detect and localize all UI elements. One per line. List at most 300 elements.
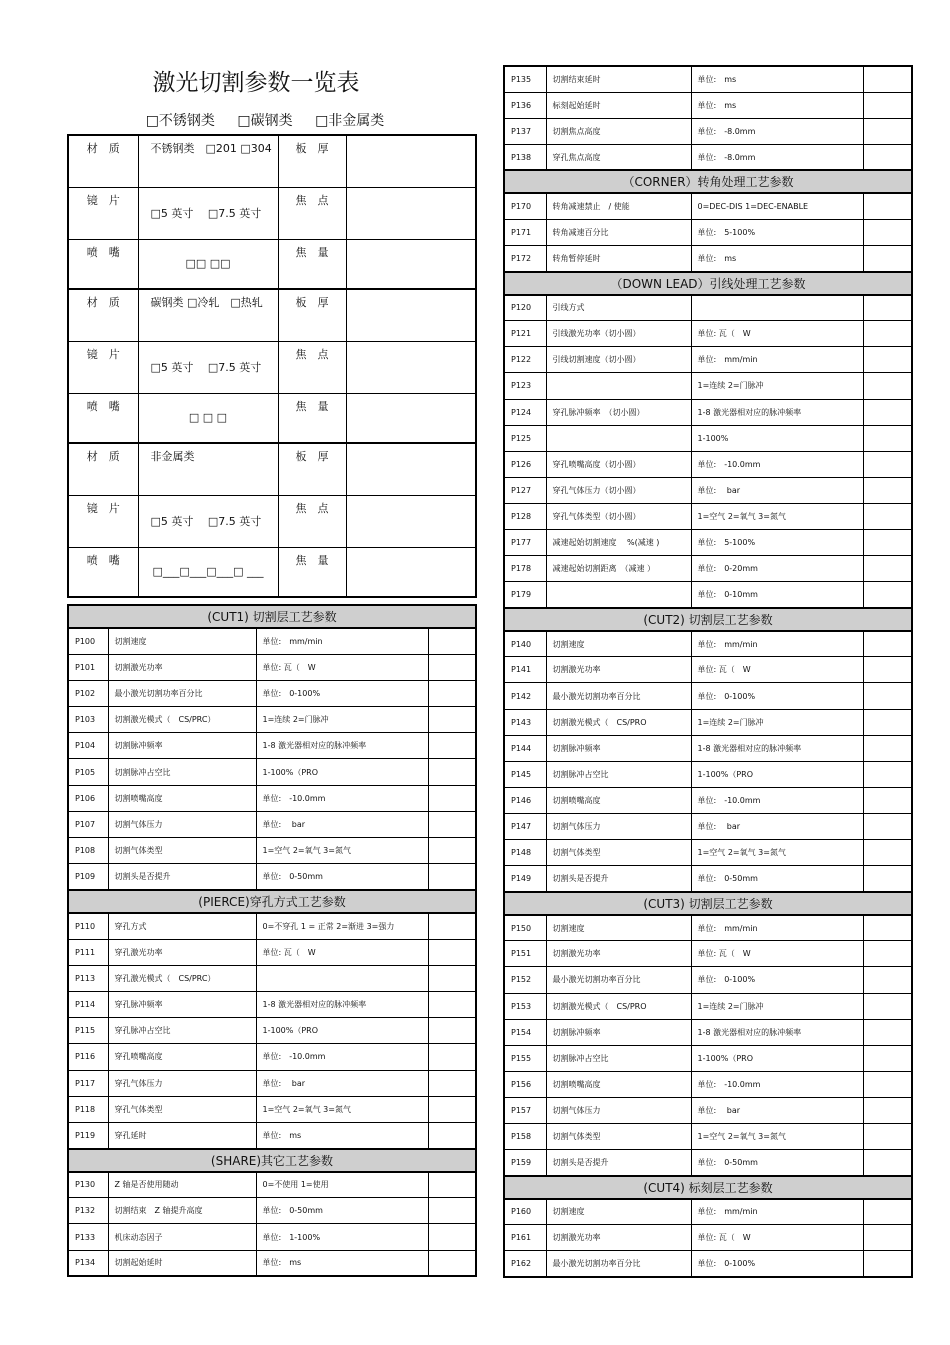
material-input[interactable]	[346, 393, 476, 443]
param-name: 切割速度	[546, 631, 691, 657]
param-row	[68, 1122, 476, 1148]
param-code: P147	[504, 813, 546, 839]
param-name: 最小激光切割功率百分比	[546, 683, 691, 709]
material-input[interactable]	[346, 239, 476, 289]
param-code: P137	[504, 118, 546, 144]
param-name: 转角减速百分比	[546, 219, 691, 245]
param-name: 穿孔延时	[108, 1122, 256, 1148]
param-row	[504, 295, 912, 321]
param-value-input[interactable]	[428, 628, 476, 654]
param-row	[504, 1225, 912, 1251]
param-row	[68, 864, 476, 890]
param-unit: 单位: -10.0mm	[691, 1071, 863, 1097]
param-name: 切割头是否提升	[546, 866, 691, 892]
param-value-input[interactable]	[863, 1019, 912, 1045]
param-row	[504, 915, 912, 941]
param-name: 切割速度	[546, 915, 691, 941]
material-input[interactable]	[346, 187, 476, 239]
param-unit: 单位: bar	[256, 811, 428, 837]
material-label: 镜 片	[68, 495, 138, 547]
param-unit: 1-100%（PRO	[691, 1045, 863, 1071]
param-name: 切割喷嘴高度	[546, 787, 691, 813]
param-code: P156	[504, 1071, 546, 1097]
param-value-input[interactable]	[428, 680, 476, 706]
section-header	[68, 605, 476, 628]
param-value-input[interactable]	[863, 477, 912, 503]
material-label2: 焦 点	[278, 341, 346, 393]
param-row	[504, 144, 912, 170]
param-row	[68, 680, 476, 706]
material-value[interactable]: □5 英寸 □7.5 英寸	[138, 341, 278, 393]
param-unit: 单位: bar	[691, 477, 863, 503]
param-name: 切割激光功率	[546, 657, 691, 683]
material-label: 材 质	[68, 443, 138, 495]
param-unit: 单位: 0-50mm	[256, 1198, 428, 1224]
param-value-input[interactable]	[863, 503, 912, 529]
param-row	[504, 657, 912, 683]
param-row	[504, 477, 912, 503]
param-value-input[interactable]	[863, 1045, 912, 1071]
param-name: 穿孔气体类型（切小圆）	[546, 503, 691, 529]
material-input[interactable]	[346, 341, 476, 393]
param-value-input[interactable]	[428, 1224, 476, 1250]
param-value-input[interactable]	[863, 347, 912, 373]
param-value-input[interactable]	[428, 913, 476, 939]
param-name: 机床动态因子	[108, 1224, 256, 1250]
material-checkboxes	[0, 110, 530, 130]
material-value[interactable]: □___□___□___□ ___	[138, 547, 278, 597]
param-row	[504, 451, 912, 477]
param-name: 转角减速禁止 / 使能	[546, 193, 691, 219]
param-value-input[interactable]	[863, 993, 912, 1019]
param-unit: 单位: 瓦（ W	[256, 939, 428, 965]
param-row	[504, 1045, 912, 1071]
section-title: (CUT3) 切割层工艺参数	[504, 892, 912, 915]
param-unit: 1=空气 2=氧气 3=氮气	[691, 1123, 863, 1149]
section-title: (CUT1) 切割层工艺参数	[68, 605, 476, 628]
param-code: P141	[504, 657, 546, 683]
param-value-input[interactable]	[428, 707, 476, 733]
param-unit: 单位: bar	[256, 1070, 428, 1096]
param-value-input[interactable]	[863, 582, 912, 608]
material-value[interactable]: □□ □□	[138, 239, 278, 289]
param-name: 穿孔喷嘴高度	[108, 1044, 256, 1070]
param-name: 引线方式	[546, 295, 691, 321]
param-row	[504, 66, 912, 92]
param-value-input[interactable]	[863, 787, 912, 813]
param-value-input[interactable]	[863, 1225, 912, 1251]
param-code: P160	[504, 1199, 546, 1225]
param-name: 切割喷嘴高度	[546, 1071, 691, 1097]
param-code: P123	[504, 373, 546, 399]
param-value-input[interactable]	[863, 92, 912, 118]
param-value-input[interactable]	[428, 991, 476, 1017]
param-row	[504, 787, 912, 813]
section-header	[504, 170, 912, 193]
param-unit: 0=不穿孔 1 = 正常 2=渐进 3=强力	[256, 913, 428, 939]
param-name: 切割喷嘴高度	[108, 785, 256, 811]
material-value[interactable]: 非金属类	[138, 443, 278, 495]
param-unit: 单位: ms	[691, 246, 863, 272]
param-name: 切割起始延时	[108, 1250, 256, 1276]
param-value-input[interactable]	[428, 838, 476, 864]
param-code: P149	[504, 866, 546, 892]
material-label2: 焦 点	[278, 495, 346, 547]
param-unit: 单位: 瓦（ W	[691, 1225, 863, 1251]
param-row	[504, 193, 912, 219]
section-title: (SHARE)其它工艺参数	[68, 1149, 476, 1172]
right-params-table	[503, 65, 913, 1278]
param-value-input[interactable]	[428, 759, 476, 785]
param-code: P145	[504, 761, 546, 787]
section-header	[504, 272, 912, 295]
param-value-input[interactable]	[863, 193, 912, 219]
param-name: 切割激光功率	[546, 941, 691, 967]
material-label: 材 质	[68, 289, 138, 341]
param-name: 切割气体类型	[546, 840, 691, 866]
param-value-input[interactable]	[863, 631, 912, 657]
param-unit: 单位: 0-10mm	[691, 582, 863, 608]
param-code: P122	[504, 347, 546, 373]
param-name: 减速起始切割距离 （减速 ）	[546, 556, 691, 582]
param-value-input[interactable]	[863, 373, 912, 399]
param-unit: 单位: 0-50mm	[691, 1150, 863, 1176]
param-code: P103	[68, 707, 108, 733]
material-input[interactable]	[346, 135, 476, 187]
param-name: 切割激光功率	[546, 1225, 691, 1251]
param-row	[68, 733, 476, 759]
param-value-input[interactable]	[863, 840, 912, 866]
param-value-input[interactable]	[863, 1071, 912, 1097]
param-value-input[interactable]	[428, 1198, 476, 1224]
checkbox-non-metal[interactable]: □非金属类	[315, 113, 385, 129]
param-unit: 1-100%（PRO	[691, 761, 863, 787]
param-row	[504, 347, 912, 373]
param-value-input[interactable]	[428, 1044, 476, 1070]
param-row	[68, 707, 476, 733]
param-unit: 单位: ms	[256, 1250, 428, 1276]
param-code: P126	[504, 451, 546, 477]
param-code: P111	[68, 939, 108, 965]
param-code: P116	[68, 1044, 108, 1070]
param-name: 穿孔喷嘴高度（切小圆）	[546, 451, 691, 477]
param-value-input[interactable]	[863, 556, 912, 582]
param-row	[68, 1018, 476, 1044]
param-code: P121	[504, 321, 546, 347]
param-row	[504, 967, 912, 993]
param-code: P152	[504, 967, 546, 993]
section-title: （CORNER）转角处理工艺参数	[504, 170, 912, 193]
material-label2: 板 厚	[278, 443, 346, 495]
param-row	[504, 1251, 912, 1277]
param-unit: 单位: ms	[691, 92, 863, 118]
param-value-input[interactable]	[863, 915, 912, 941]
param-row	[504, 631, 912, 657]
param-row	[504, 1097, 912, 1123]
param-unit: 0=不使用 1=使用	[256, 1172, 428, 1198]
param-code: P171	[504, 219, 546, 245]
param-unit: 1=空气 2=氧气 3=氮气	[256, 1096, 428, 1122]
param-name: 切割激光功率	[108, 654, 256, 680]
param-row	[504, 373, 912, 399]
param-value-input[interactable]	[863, 246, 912, 272]
param-value-input[interactable]	[863, 425, 912, 451]
section-title: (CUT4) 标刻层工艺参数	[504, 1176, 912, 1199]
param-row	[504, 813, 912, 839]
param-value-input[interactable]	[428, 1096, 476, 1122]
param-unit: 1=连续 2=门脉冲	[256, 707, 428, 733]
param-value-input[interactable]	[428, 1018, 476, 1044]
param-code: P146	[504, 787, 546, 813]
param-name: 切割气体压力	[108, 811, 256, 837]
material-row	[68, 135, 476, 187]
material-value[interactable]: 不锈钢类 □201 □304	[138, 135, 278, 187]
param-code: P151	[504, 941, 546, 967]
param-row	[68, 1070, 476, 1096]
param-name: 切割结束延时	[546, 66, 691, 92]
param-row	[504, 582, 912, 608]
param-name: 切割气体类型	[546, 1123, 691, 1149]
param-name	[546, 373, 691, 399]
param-value-input[interactable]	[863, 1150, 912, 1176]
param-value-input[interactable]	[863, 735, 912, 761]
material-label: 喷 嘴	[68, 547, 138, 597]
param-unit: 单位: 瓦（ W	[691, 321, 863, 347]
param-unit: 单位: 0-100%	[256, 680, 428, 706]
material-input[interactable]	[346, 443, 476, 495]
param-value-input[interactable]	[863, 941, 912, 967]
param-name	[546, 582, 691, 608]
param-name: 穿孔脉冲频率	[108, 991, 256, 1017]
param-code: P115	[68, 1018, 108, 1044]
page-title: 激光切割参数一览表	[152, 70, 360, 96]
left-params-table	[67, 604, 477, 1277]
param-row	[504, 761, 912, 787]
param-value-input[interactable]	[428, 1122, 476, 1148]
param-value-input[interactable]	[428, 939, 476, 965]
param-code: P157	[504, 1097, 546, 1123]
param-name: 减速起始切割速度 %(减速 )	[546, 530, 691, 556]
param-value-input[interactable]	[863, 709, 912, 735]
param-code: P135	[504, 66, 546, 92]
param-name: 穿孔焦点高度	[546, 144, 691, 170]
param-row	[504, 219, 912, 245]
param-value-input[interactable]	[428, 733, 476, 759]
param-code: P170	[504, 193, 546, 219]
param-row	[504, 1150, 912, 1176]
param-unit: 单位: mm/min	[691, 347, 863, 373]
param-row	[504, 735, 912, 761]
material-label2: 焦 量	[278, 393, 346, 443]
param-value-input[interactable]	[428, 1250, 476, 1276]
material-value[interactable]: □5 英寸 □7.5 英寸	[138, 187, 278, 239]
param-unit: 1-100%	[691, 425, 863, 451]
param-value-input[interactable]	[863, 1251, 912, 1277]
param-name: 切割速度	[546, 1199, 691, 1225]
param-code: P154	[504, 1019, 546, 1045]
section-header	[504, 1176, 912, 1199]
param-value-input[interactable]	[863, 683, 912, 709]
param-row	[504, 1199, 912, 1225]
param-value-input[interactable]	[428, 864, 476, 890]
param-value-input[interactable]	[863, 66, 912, 92]
param-unit: 单位: 5-100%	[691, 219, 863, 245]
material-label: 镜 片	[68, 187, 138, 239]
param-row	[504, 556, 912, 582]
param-code: P100	[68, 628, 108, 654]
param-name: 穿孔气体类型	[108, 1096, 256, 1122]
param-row	[68, 1044, 476, 1070]
param-code: P136	[504, 92, 546, 118]
param-code: P127	[504, 477, 546, 503]
param-value-input[interactable]	[863, 657, 912, 683]
param-code: P144	[504, 735, 546, 761]
param-value-input[interactable]	[863, 118, 912, 144]
param-code: P177	[504, 530, 546, 556]
param-code: P150	[504, 915, 546, 941]
param-value-input[interactable]	[863, 295, 912, 321]
section-header	[504, 892, 912, 915]
section-title: （DOWN LEAD）引线处理工艺参数	[504, 272, 912, 295]
param-code: P105	[68, 759, 108, 785]
param-value-input[interactable]	[863, 399, 912, 425]
param-code: P104	[68, 733, 108, 759]
param-row	[504, 399, 912, 425]
param-name: 切割脉冲频率	[108, 733, 256, 759]
param-unit: 1=连续 2=门脉冲	[691, 709, 863, 735]
material-label: 材 质	[68, 135, 138, 187]
material-row	[68, 443, 476, 495]
material-input[interactable]	[346, 289, 476, 341]
param-unit: 单位: -8.0mm	[691, 118, 863, 144]
param-row	[68, 785, 476, 811]
material-input[interactable]	[346, 495, 476, 547]
param-value-input[interactable]	[428, 785, 476, 811]
param-value-input[interactable]	[863, 530, 912, 556]
param-row	[504, 321, 912, 347]
param-unit: 单位: bar	[691, 1097, 863, 1123]
material-label2: 焦 量	[278, 547, 346, 597]
material-value[interactable]: □5 英寸 □7.5 英寸	[138, 495, 278, 547]
param-row	[504, 941, 912, 967]
param-code: P161	[504, 1225, 546, 1251]
param-value-input[interactable]	[428, 654, 476, 680]
param-code: P138	[504, 144, 546, 170]
param-unit: 单位: mm/min	[691, 631, 863, 657]
param-value-input[interactable]	[863, 219, 912, 245]
param-code: P153	[504, 993, 546, 1019]
param-row	[68, 838, 476, 864]
param-unit: 1=连续 2=门脉冲	[691, 373, 863, 399]
param-code: P134	[68, 1250, 108, 1276]
param-code: P130	[68, 1172, 108, 1198]
param-name: 穿孔激光功率	[108, 939, 256, 965]
param-row	[504, 1123, 912, 1149]
param-unit: 1=连续 2=门脉冲	[691, 993, 863, 1019]
param-row	[68, 811, 476, 837]
param-row	[68, 1198, 476, 1224]
param-value-input[interactable]	[863, 761, 912, 787]
param-name: 最小激光切割功率百分比	[546, 967, 691, 993]
param-unit: 单位: 瓦（ W	[691, 657, 863, 683]
param-value-input[interactable]	[863, 144, 912, 170]
param-unit	[256, 965, 428, 991]
param-row	[68, 965, 476, 991]
material-label2: 板 厚	[278, 135, 346, 187]
param-row	[68, 1096, 476, 1122]
param-unit: 单位: 0-50mm	[256, 864, 428, 890]
param-value-input[interactable]	[863, 1199, 912, 1225]
param-unit: 单位: -10.0mm	[691, 451, 863, 477]
material-row	[68, 289, 476, 341]
material-row	[68, 187, 476, 239]
checkbox-carbon-steel[interactable]: □碳钢类	[237, 113, 293, 129]
material-table	[67, 134, 477, 598]
param-name: 切割速度	[108, 628, 256, 654]
param-row	[504, 92, 912, 118]
param-code: P117	[68, 1070, 108, 1096]
param-name: 切割脉冲占空比	[546, 761, 691, 787]
checkbox-stainless[interactable]: □不锈钢类	[145, 113, 215, 129]
param-row	[68, 628, 476, 654]
param-code: P158	[504, 1123, 546, 1149]
section-title: (PIERCE)穿孔方式工艺参数	[68, 890, 476, 913]
param-value-input[interactable]	[863, 1123, 912, 1149]
param-name: 标刻起始延时	[546, 92, 691, 118]
param-row	[68, 1250, 476, 1276]
material-value[interactable]: 碳钢类 □冷轧 □热轧	[138, 289, 278, 341]
param-unit: 1-8 激光器相对应的脉冲频率	[256, 733, 428, 759]
material-label2: 板 厚	[278, 289, 346, 341]
param-unit: 单位: ms	[691, 66, 863, 92]
param-unit: 单位: -10.0mm	[691, 787, 863, 813]
param-name	[546, 425, 691, 451]
param-code: P107	[68, 811, 108, 837]
param-code: P113	[68, 965, 108, 991]
param-code: P106	[68, 785, 108, 811]
param-value-input[interactable]	[863, 866, 912, 892]
param-name: 穿孔激光模式（ CS/PRC）	[108, 965, 256, 991]
param-code: P118	[68, 1096, 108, 1122]
param-name: 穿孔气体压力	[108, 1070, 256, 1096]
param-row	[68, 759, 476, 785]
param-value-input[interactable]	[428, 811, 476, 837]
param-unit: 1-8 激光器相对应的脉冲频率	[691, 1019, 863, 1045]
material-value[interactable]: □ □ □	[138, 393, 278, 443]
param-unit: 单位: mm/min	[691, 915, 863, 941]
material-label2: 焦 点	[278, 187, 346, 239]
param-name: 切割激光模式（ CS/PRO	[546, 993, 691, 1019]
param-value-input[interactable]	[863, 967, 912, 993]
param-value-input[interactable]	[863, 813, 912, 839]
material-row	[68, 393, 476, 443]
param-name: 切割脉冲占空比	[108, 759, 256, 785]
param-name: 转角暂停延时	[546, 246, 691, 272]
param-name: 切割气体类型	[108, 838, 256, 864]
param-value-input[interactable]	[863, 451, 912, 477]
param-value-input[interactable]	[863, 321, 912, 347]
param-unit: 单位: 0-100%	[691, 683, 863, 709]
material-label: 喷 嘴	[68, 239, 138, 289]
material-input[interactable]	[346, 547, 476, 597]
param-value-input[interactable]	[863, 1097, 912, 1123]
param-name: 切割激光模式（ CS/PRC）	[108, 707, 256, 733]
param-value-input[interactable]	[428, 1172, 476, 1198]
param-value-input[interactable]	[428, 965, 476, 991]
param-value-input[interactable]	[428, 1070, 476, 1096]
param-unit: 单位: 0-100%	[691, 1251, 863, 1277]
material-row	[68, 495, 476, 547]
